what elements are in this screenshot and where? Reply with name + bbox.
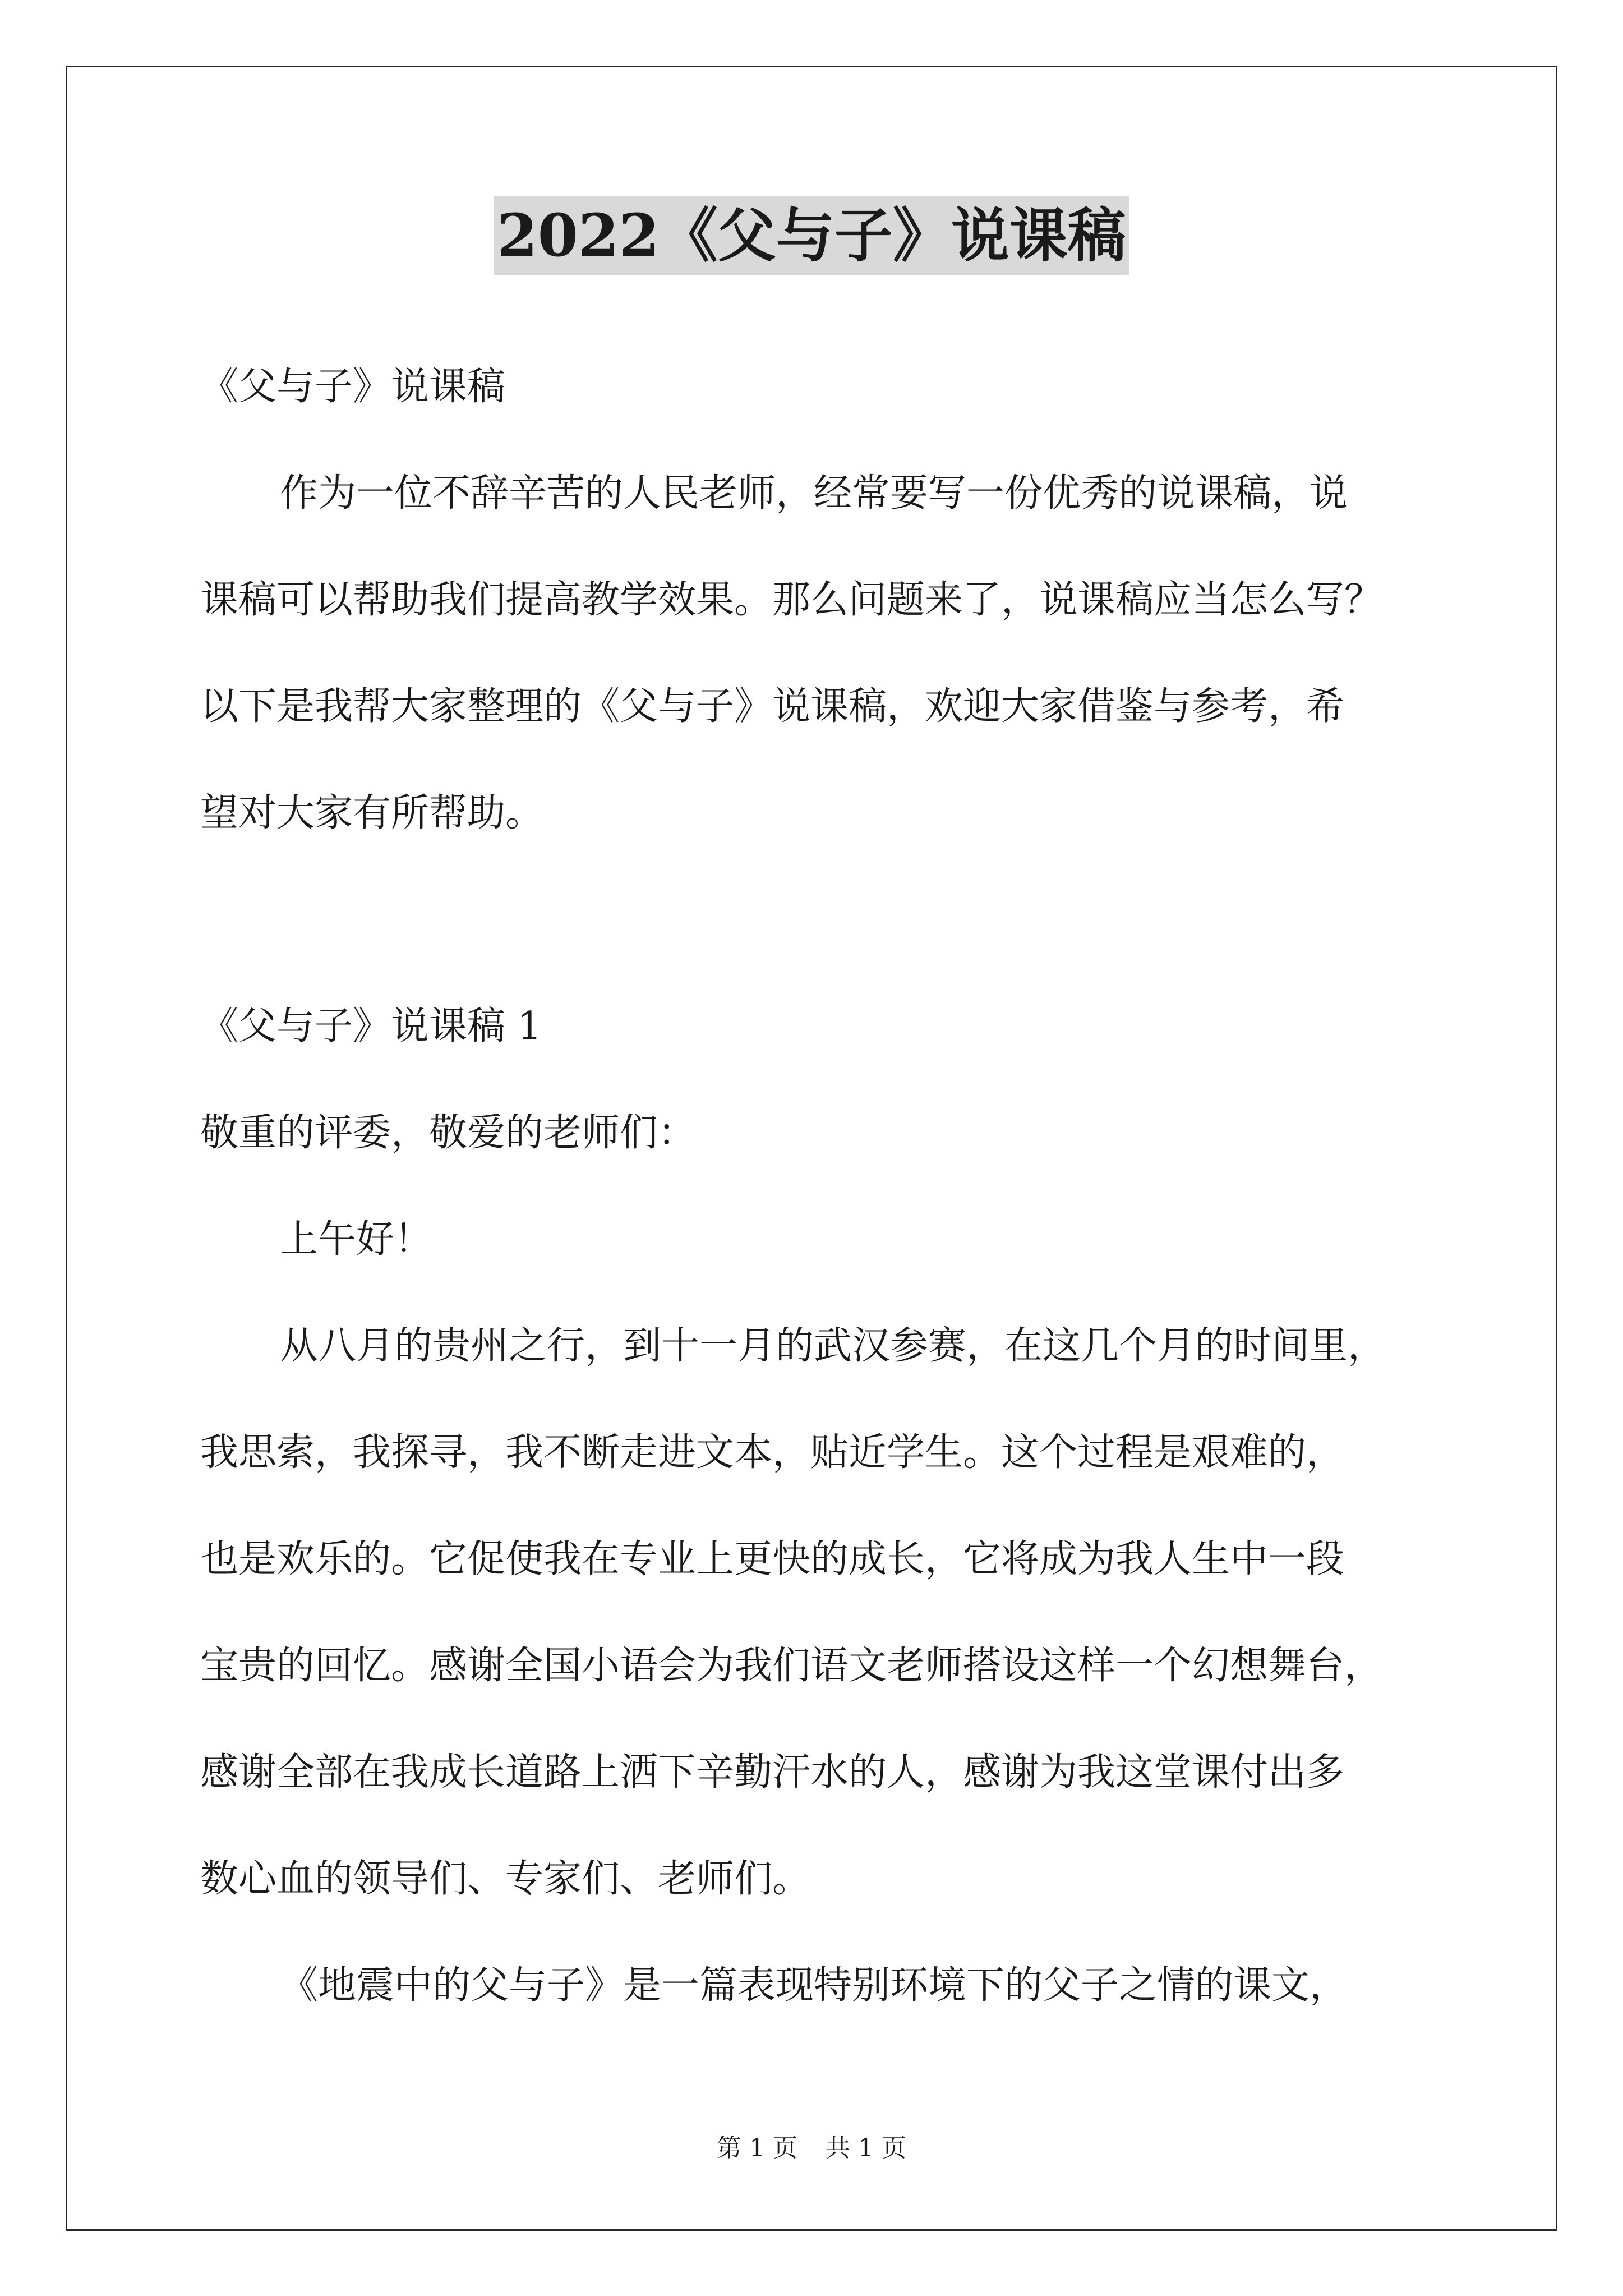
- document-title: 2022《父与子》说课稿: [494, 196, 1129, 275]
- paragraph-line: 从八月的贵州之行，到十一月的武汉参赛，在这几个月的时间里，: [280, 1324, 1386, 1368]
- intro-block: [200, 334, 1462, 867]
- page-number: 第 1 页: [717, 2134, 797, 2162]
- paragraph-line: 宝贵的回忆。感谢全国小语会为我们语文老师搭设这样一个幻想舞台，: [200, 1644, 1383, 1688]
- salutation: 敬重的评委，敬爱的老师们：: [200, 1111, 697, 1155]
- paragraph-line: 课稿可以帮助我们提高教学效果。那么问题来了，说课稿应当怎么写？: [200, 578, 1383, 622]
- subheading: 《父与子》说课稿: [200, 365, 506, 409]
- section-heading: 《父与子》说课稿 1: [200, 1004, 542, 1048]
- paragraph-line: 数心血的领导们、专家们、老师们。: [200, 1857, 811, 1901]
- paragraph-line: 《地震中的父与子》是一篇表现特别环境下的父子之情的课文，: [280, 1963, 1348, 2008]
- greeting: 上午好！: [280, 1217, 433, 1262]
- paragraph-line: 我思索，我探寻，我不断走进文本，贴近学生。这个过程是艰难的，: [200, 1430, 1345, 1475]
- page-total: 共 1 页: [826, 2134, 906, 2162]
- title-container: [0, 196, 1623, 275]
- paragraph-line: 作为一位不辞辛苦的人民老师，经常要写一份优秀的说课稿，说: [280, 471, 1348, 516]
- section-1-block: [200, 973, 1462, 2039]
- paragraph-line: 感谢全部在我成长道路上洒下辛勤汗水的人，感谢为我这堂课付出多: [200, 1750, 1345, 1795]
- paragraph-line: 也是欢乐的。它促使我在专业上更快的成长，它将成为我人生中一段: [200, 1537, 1345, 1581]
- paragraph-line: 望对大家有所帮助。: [200, 791, 544, 835]
- paragraph-line: 以下是我帮大家整理的《父与子》说课稿，欢迎大家借鉴与参考，希: [200, 684, 1345, 729]
- page-footer: [0, 2132, 1623, 2165]
